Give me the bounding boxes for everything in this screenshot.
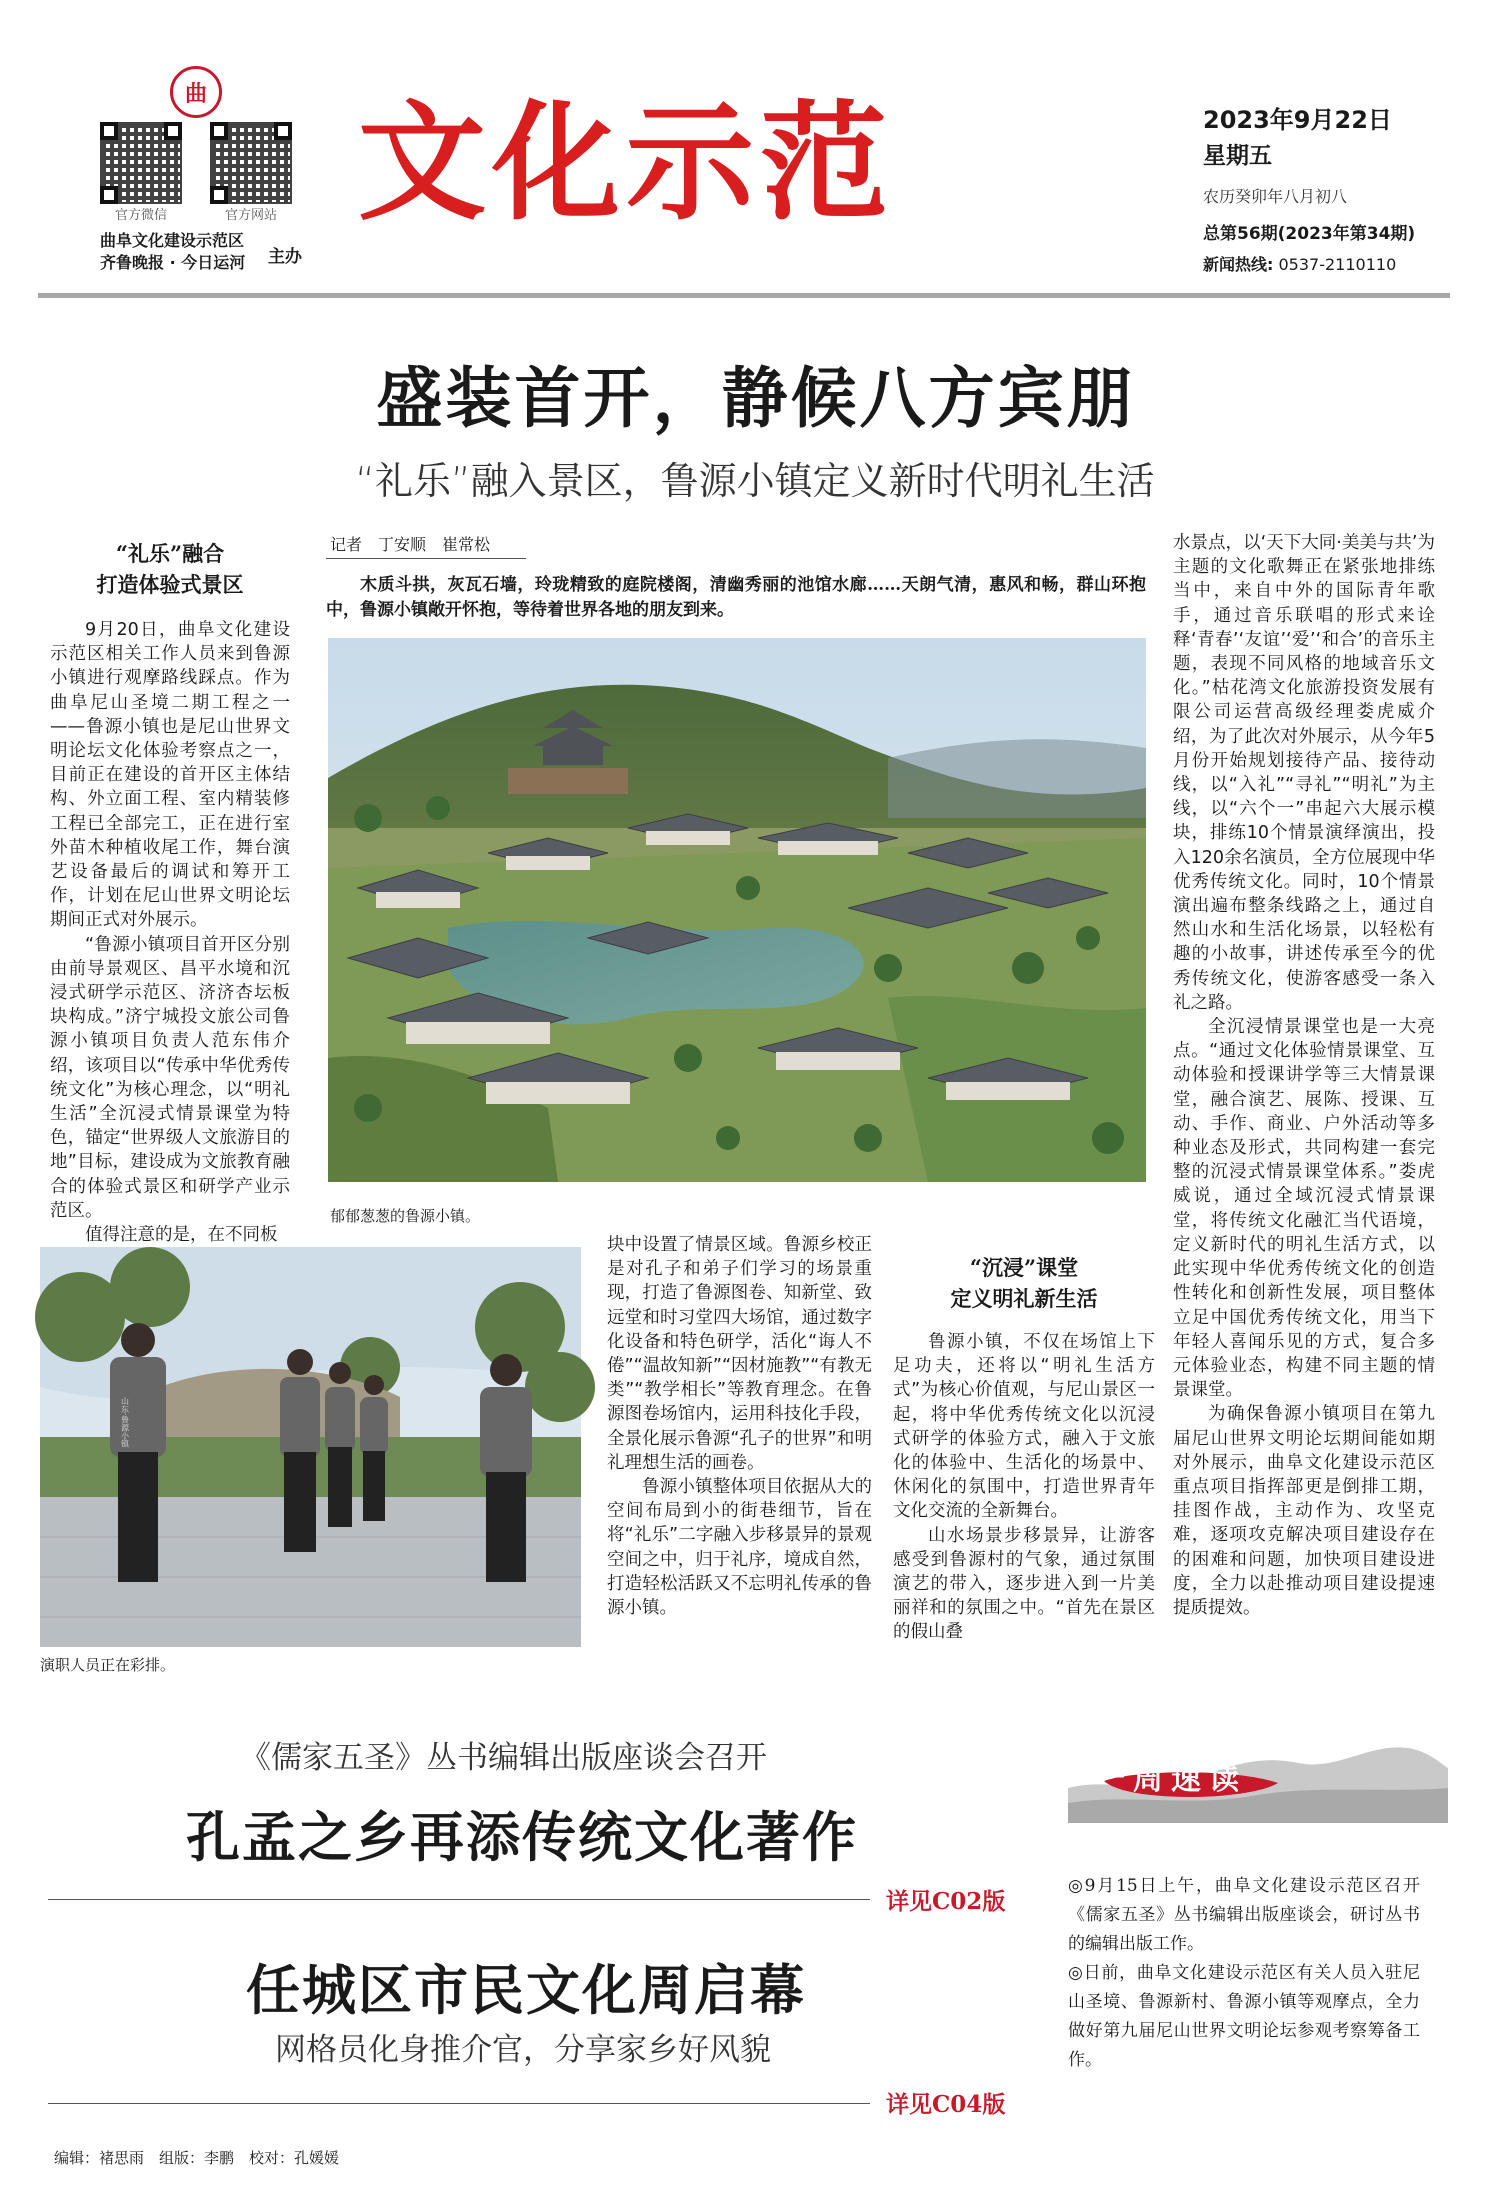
editor-credits: 编辑：褚思雨 组版：李鹏 校对：孔媛媛 — [54, 2149, 340, 2167]
story-kicker-1: 《儒家五圣》丛书编辑出版座谈会召开 — [240, 1740, 767, 1776]
newspaper-seal-logo: 曲 — [170, 66, 222, 118]
issue-weekday: 星期五 — [1203, 143, 1272, 169]
section-heading-1 — [50, 538, 290, 600]
lead-paragraph: 木质斗拱，灰瓦石墙，玲珑精致的庭院楼阁，清幽秀丽的池馆水廊……天朗气清，惠风和畅，群山环抱中，鲁源小镇敞开怀抱，等待着世界各地的朋友到来。 — [326, 575, 1146, 620]
shirt-print: 山东·鲁源小镇 — [120, 1397, 130, 1448]
paragraph: 山水场景步移景异，让游客感受到鲁源村的气象，通过氛围演艺的带入，逐步进入到一片美丽祥和的氛围之中。“首先在景区的假山叠 — [893, 1525, 1155, 1643]
paragraph: 块中设置了情景区域。鲁源乡校正是对孔子和弟子们学习的场景重现，打造了鲁源图卷、知新堂、致远堂和时习堂四大场馆，通过数字化设备和特色研学，活化“诲人不倦”“温故知新”“因材施教”“有教无类”“教学相长”等教育理念。在鲁源图卷场馆内，运用科技化手段，全景化展示鲁源“孔子的世界”和明礼理想生活的画卷。 — [607, 1235, 872, 1473]
wechat-qr-code — [100, 122, 182, 223]
story-divider-1 — [48, 1899, 870, 1900]
hotline — [1203, 252, 1463, 275]
paragraph: “鲁源小镇项目首开区分别由前导景观区、昌平水境和沉浸式研学示范区、济济杏坛板块构成。”济宁城投文旅公司鲁源小镇项目负责人范东伟介绍，该项目以“传承中华优秀传统文化”为核心理念，以“明礼生活”全沉浸式情景课堂为特色，锚定“世界级人文旅游目的地”目标，建设成为文旅教育融合的体验式景区和研学产业示范区。 — [50, 934, 290, 1221]
weekly-brief-list — [1068, 1872, 1420, 2075]
host-line-2: 齐鲁晚报 · 今日运河 — [100, 253, 246, 272]
masthead-divider — [38, 293, 1450, 298]
section-heading-2-line-2: 定义明礼新生活 — [950, 1286, 1098, 1311]
qr-label-wechat: 官方微信 — [114, 208, 167, 223]
photo-lu-yuan-town — [328, 638, 1146, 1182]
lunar-date: 农历癸卯年八月初八 — [1203, 187, 1348, 206]
paragraph: 全沉浸情景课堂也是一大亮点。“通过文化体验情景课堂、互动体验和授课讲学等三大情景课堂，融合演艺、展陈、授课、互动、手作、商业、户外活动等多种业态及形式，共同构建一套完整的沉浸式情景课堂体系。”娄虎威说，通过全域沉浸式情景课堂，将传统文化融汇当代语境，定义新时代的明礼生活方式，以此实现中华优秀传统文化的创造性转化和创新性发展，项目整体立足中国优秀传统文化，用当下年轻人喜闻乐见的方式，复合多元体验业态，构建不同主题的情景课堂。 — [1173, 1017, 1435, 1401]
issue-info — [1203, 100, 1463, 275]
article-column-5 — [1173, 531, 1435, 1671]
lead-subheadline: “礼乐”融入景区，鲁源小镇定义新时代明礼生活 — [355, 459, 1155, 503]
website-qr-code — [210, 122, 292, 223]
section-heading-2-line-1: “沉浸”课堂 — [969, 1255, 1079, 1280]
paragraph: 值得注意的是，在不同板 — [85, 1225, 278, 1246]
hotline-number: 0537-2110110 — [1278, 255, 1397, 274]
story-kicker-2: 网格员化身推介官，分享家乡好风貌 — [275, 2032, 771, 2068]
section-heading-2 — [893, 1252, 1155, 1314]
masthead-title: 文化示范 — [358, 89, 895, 238]
see-page-link-1[interactable]: 详见C02版 — [886, 1888, 1006, 1915]
hotline-label: 新闻热线: — [1203, 255, 1274, 274]
paragraph: 9月20日，曲阜文化建设示范区相关工作人员来到鲁源小镇进行观摩路线踩点。作为曲阜尼山圣境二期工程之一——鲁源小镇也是尼山世界文明论坛文化体验考察点之一，目前正在建设的首开区主体结构、外立面工程、室内精装修工程已全部完工，正在进行室外苗木种植收尾工作，舞台演艺设备最后的调试和筹开工作，计划在尼山世界文明论坛期间正式对外展示。 — [50, 620, 290, 931]
lead-headline: 盛装首开，静候八方宾朋 — [376, 359, 1136, 437]
story-headline-2: 任城区市民文化周启幕 — [246, 1958, 806, 2022]
section-heading-1-line-2: 打造体验式景区 — [96, 572, 244, 597]
paragraph: 水景点，以‘天下大同·美美与共’为主题的文化歌舞正在紧张地排练当中，来自中外的国际青年歌手，通过音乐联唱的形式来诠释‘青春’‘友谊’‘爱’‘和合’的音乐主题，表现不同风格的地域音乐文化。”枯花湾文化旅游投资发展有限公司运营高级经理娄虎威介绍，为了此次对外展示，从今年5月份开始规划接待产品、接待动线，以“入礼”“寻礼”“明礼”为主线，以“六个一”串起六大展示模块，排练10个情景演绎演出，投入120余名演员，全方位展现中华优秀传统文化。同时，10个情景演出遍布整条线路之上，通过自然山水和生活化场景，以轻松有趣的小故事，讲述传承至今的优秀传统文化，使游客感受一条入礼之路。 — [1173, 533, 1435, 1013]
issue-number: 总第56期(2023年第34期) — [1203, 224, 1416, 244]
photo-rehearsal — [40, 1247, 581, 1647]
photo-caption-2: 演职人员正在彩排。 — [40, 1656, 176, 1674]
issue-date: 2023年9月22日 — [1203, 106, 1392, 134]
article-column-1 — [50, 618, 290, 1246]
photo-caption-1: 郁郁葱葱的鲁源小镇。 — [330, 1207, 481, 1225]
paragraph: 为确保鲁源小镇项目在第九届尼山世界文明论坛期间能如期对外展示，曲阜文化建设示范区重点项目指挥部更是倒排工期，挂图作战，主动作为、攻坚克难，逐项攻克解决项目建设存在的困难和问题，加快项目建设进度，全力以赴推动项目建设提速提质提效。 — [1173, 1404, 1435, 1618]
host-suffix: 主办 — [268, 247, 302, 267]
rehearsal-illustration — [40, 1247, 581, 1647]
host-line-1: 曲阜文化建设示范区 — [100, 231, 245, 250]
story-divider-2 — [48, 2103, 870, 2104]
qr-label-website: 官方网站 — [224, 208, 277, 223]
weekly-item-1: ◎9月15日上午，曲阜文化建设示范区召开《儒家五圣》丛书编辑出版座谈会，研讨丛书的编辑出版工作。 — [1068, 1876, 1420, 1954]
paragraph: 鲁源小镇，不仅在场馆上下足功夫，还将以“明礼生活方式”为核心价值观，与尼山景区一起，将中华优秀传统文化以沉浸式研学的体验方式，融入于文旅化的体验中、生活化的场景中、休闲化的氛围中，打造世界青年文化交流的全新舞台。 — [893, 1332, 1155, 1522]
weekly-title: 一周速读 — [1095, 1762, 1247, 1797]
aerial-town-illustration — [328, 638, 1146, 1182]
see-page-link-2[interactable]: 详见C04版 — [886, 2091, 1006, 2118]
article-column-3 — [607, 1233, 872, 1669]
host-organizations — [100, 230, 245, 274]
article-column-4 — [893, 1330, 1155, 1670]
section-heading-1-line-1: “礼乐”融合 — [115, 541, 225, 566]
byline: 记者 丁安顺 崔常松 — [330, 535, 491, 554]
byline-rule — [326, 558, 526, 559]
weekly-item-2: ◎日前，曲阜文化建设示范区有关人员入驻尼山圣境、鲁源新村、鲁源小镇等观摩点，全力做好第九届尼山世界文明论坛参观考察筹备工作。 — [1068, 1963, 1420, 2070]
story-headline-1: 孔孟之乡再添传统文化著作 — [186, 1805, 858, 1869]
paragraph: 鲁源小镇整体项目依据从大的空间布局到小的街巷细节，旨在将“礼乐”二字融入步移景异的景观空间之中，归于礼序，境成自然，打造轻松活跃又不忘明礼传承的鲁源小镇。 — [607, 1477, 872, 1619]
